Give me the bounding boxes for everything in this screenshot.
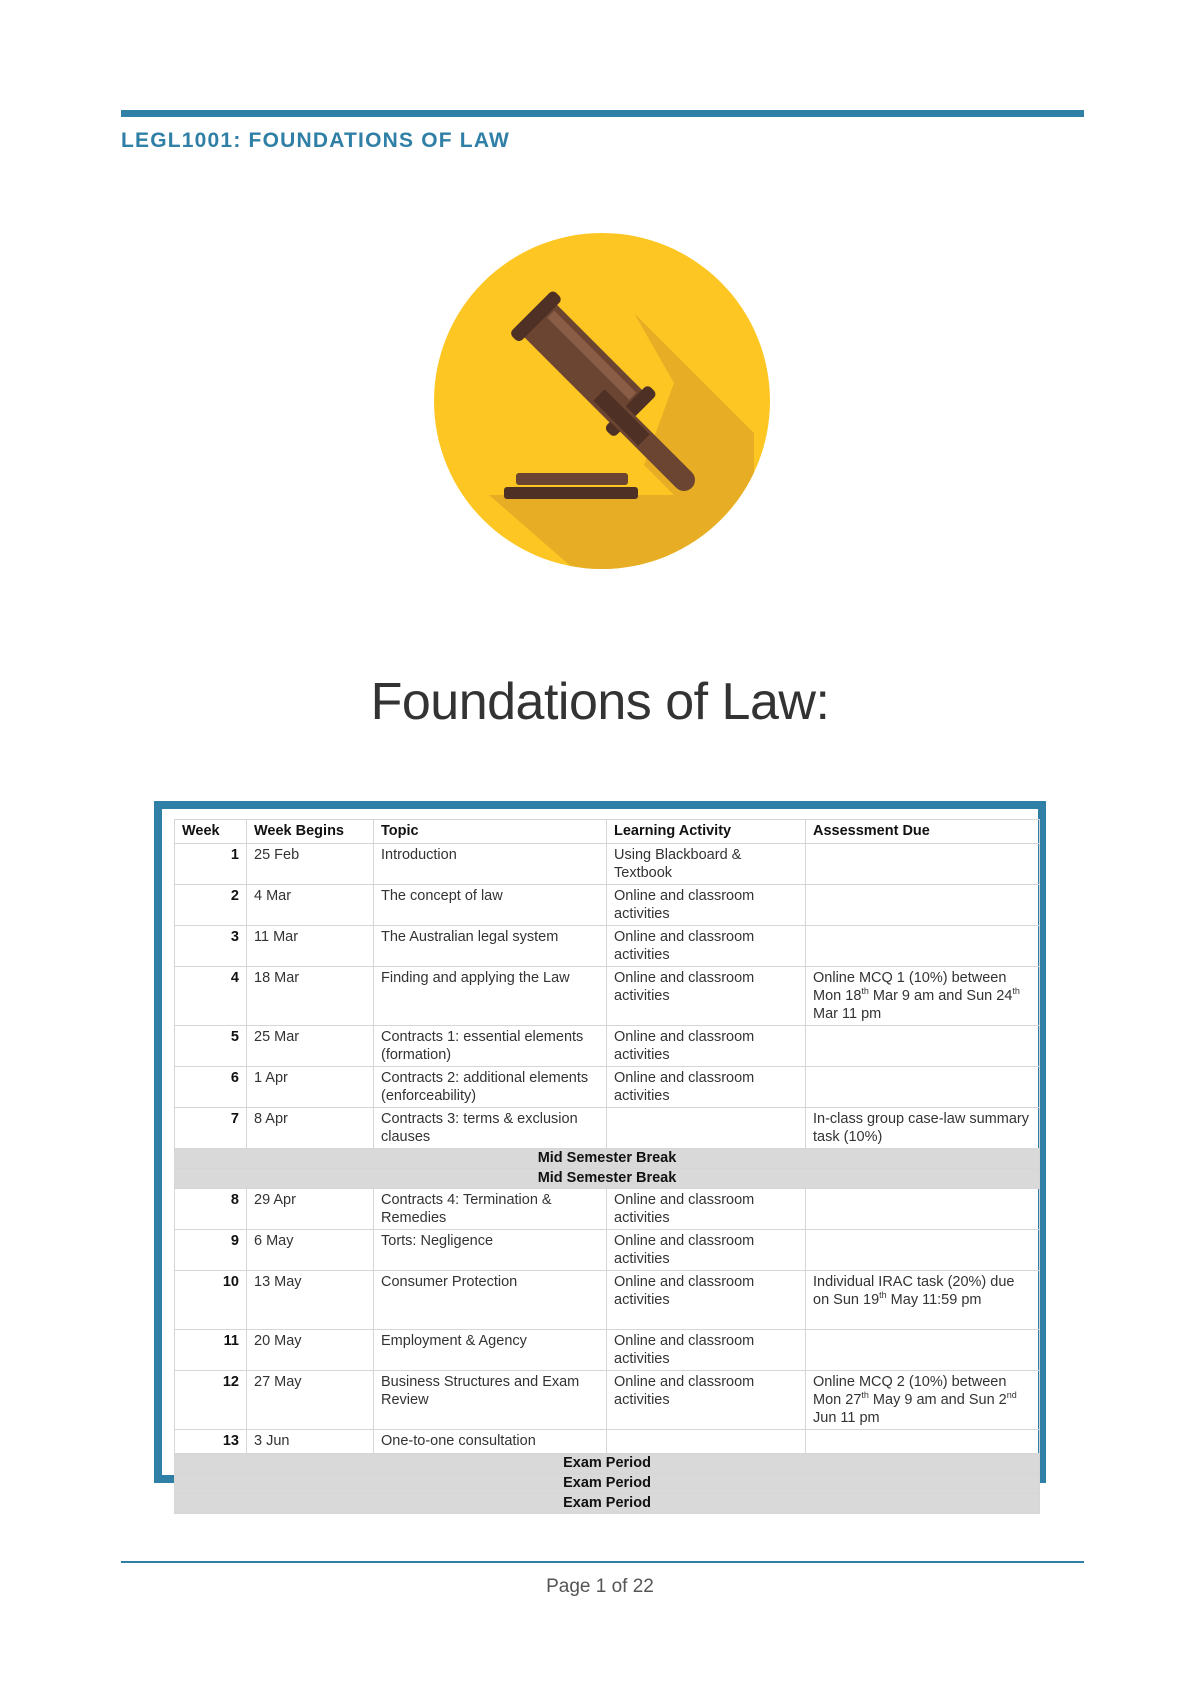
table-row [175,1430,1040,1454]
week-number: 5 [175,1026,247,1067]
week-number: 9 [175,1230,247,1271]
week-number: 10 [175,1271,247,1330]
mid-semester-break-row [175,1149,1040,1169]
assessment-due [806,1430,1040,1454]
assessment-due: Online MCQ 1 (10%) between Mon 18th Mar 9 am and Sun 24th Mar 11 pm [806,967,1040,1026]
topic: Contracts 2: additional elements (enforceability) [374,1067,607,1108]
assessment-due: In-class group case-law summary task (10%) [806,1108,1040,1149]
week-number: 8 [175,1189,247,1230]
table-row [175,844,1040,885]
mid-semester-break-label: Mid Semester Break [175,1149,1040,1169]
learning-activity: Online and classroom activities [607,1189,806,1230]
week-begins: 18 Mar [247,967,374,1026]
topic: Employment & Agency [374,1330,607,1371]
learning-activity: Online and classroom activities [607,885,806,926]
exam-period-row [175,1494,1040,1514]
exam-period-label: Exam Period [175,1454,1040,1474]
topic: Introduction [374,844,607,885]
week-number: 7 [175,1108,247,1149]
schedule-table [174,819,1040,1514]
assessment-due: Online MCQ 2 (10%) between Mon 27th May 9 am and Sun 2nd Jun 11 pm [806,1371,1040,1430]
document-title: Foundations of Law: [370,673,830,731]
week-number: 11 [175,1330,247,1371]
topic: The Australian legal system [374,926,607,967]
topic: Contracts 3: terms & exclusion clauses [374,1108,607,1149]
table-row [175,967,1040,1026]
gavel-icon [434,233,770,569]
week-begins: 20 May [247,1330,374,1371]
table-row [175,885,1040,926]
table-row [175,1230,1040,1271]
header-rule [121,110,1084,117]
week-begins: 3 Jun [247,1430,374,1454]
week-begins: 6 May [247,1230,374,1271]
learning-activity: Online and classroom activities [607,1271,806,1330]
week-number: 1 [175,844,247,885]
topic: Consumer Protection [374,1271,607,1330]
learning-activity [607,1430,806,1454]
table-row [175,1026,1040,1067]
assessment-due [806,1067,1040,1108]
assessment-due [806,1230,1040,1271]
topic: The concept of law [374,885,607,926]
assessment-due [806,844,1040,885]
week-begins: 8 Apr [247,1108,374,1149]
table-row [175,1189,1040,1230]
learning-activity: Online and classroom activities [607,967,806,1026]
topic: Contracts 1: essential elements (formation) [374,1026,607,1067]
table-row [175,926,1040,967]
learning-activity: Online and classroom activities [607,1026,806,1067]
week-begins: 29 Apr [247,1189,374,1230]
learning-activity: Online and classroom activities [607,1230,806,1271]
week-begins: 11 Mar [247,926,374,967]
assessment-due [806,1330,1040,1371]
header-week: Week [175,820,247,844]
topic: Finding and applying the Law [374,967,607,1026]
week-begins: 25 Mar [247,1026,374,1067]
week-number: 12 [175,1371,247,1430]
exam-period-row [175,1454,1040,1474]
learning-activity: Online and classroom activities [607,1330,806,1371]
table-row [175,1067,1040,1108]
week-begins: 13 May [247,1271,374,1330]
week-number: 3 [175,926,247,967]
footer-rule [121,1561,1084,1563]
week-number: 4 [175,967,247,1026]
learning-activity: Online and classroom activities [607,1067,806,1108]
topic: Business Structures and Exam Review [374,1371,607,1430]
learning-activity: Online and classroom activities [607,1371,806,1430]
course-heading: LEGL1001: FOUNDATIONS OF LAW [121,129,511,152]
mid-semester-break-label: Mid Semester Break [175,1169,1040,1189]
header-topic: Topic [374,820,607,844]
exam-period-label: Exam Period [175,1474,1040,1494]
week-begins: 4 Mar [247,885,374,926]
header-learning-activity: Learning Activity [607,820,806,844]
assessment-due [806,1189,1040,1230]
week-begins: 25 Feb [247,844,374,885]
week-begins: 27 May [247,1371,374,1430]
table-row [175,1371,1040,1430]
week-begins: 1 Apr [247,1067,374,1108]
exam-period-label: Exam Period [175,1494,1040,1514]
page-number: Page 1 of 22 [546,1576,654,1597]
learning-activity [607,1108,806,1149]
assessment-due [806,926,1040,967]
assessment-due: Individual IRAC task (20%) due on Sun 19th May 11:59 pm [806,1271,1040,1330]
mid-semester-break-row [175,1169,1040,1189]
exam-period-row [175,1474,1040,1494]
topic: Torts: Negligence [374,1230,607,1271]
table-row [175,1108,1040,1149]
table-row [175,1271,1040,1330]
week-number: 6 [175,1067,247,1108]
table-header-row [175,820,1040,844]
topic: Contracts 4: Termination & Remedies [374,1189,607,1230]
topic: One-to-one consultation [374,1430,607,1454]
learning-activity: Online and classroom activities [607,926,806,967]
assessment-due [806,885,1040,926]
assessment-due [806,1026,1040,1067]
schedule-table-frame [154,801,1046,1511]
header-assessment-due: Assessment Due [806,820,1040,844]
week-number: 13 [175,1430,247,1454]
table-row [175,1330,1040,1371]
week-number: 2 [175,885,247,926]
learning-activity: Using Blackboard & Textbook [607,844,806,885]
header-week-begins: Week Begins [247,820,374,844]
